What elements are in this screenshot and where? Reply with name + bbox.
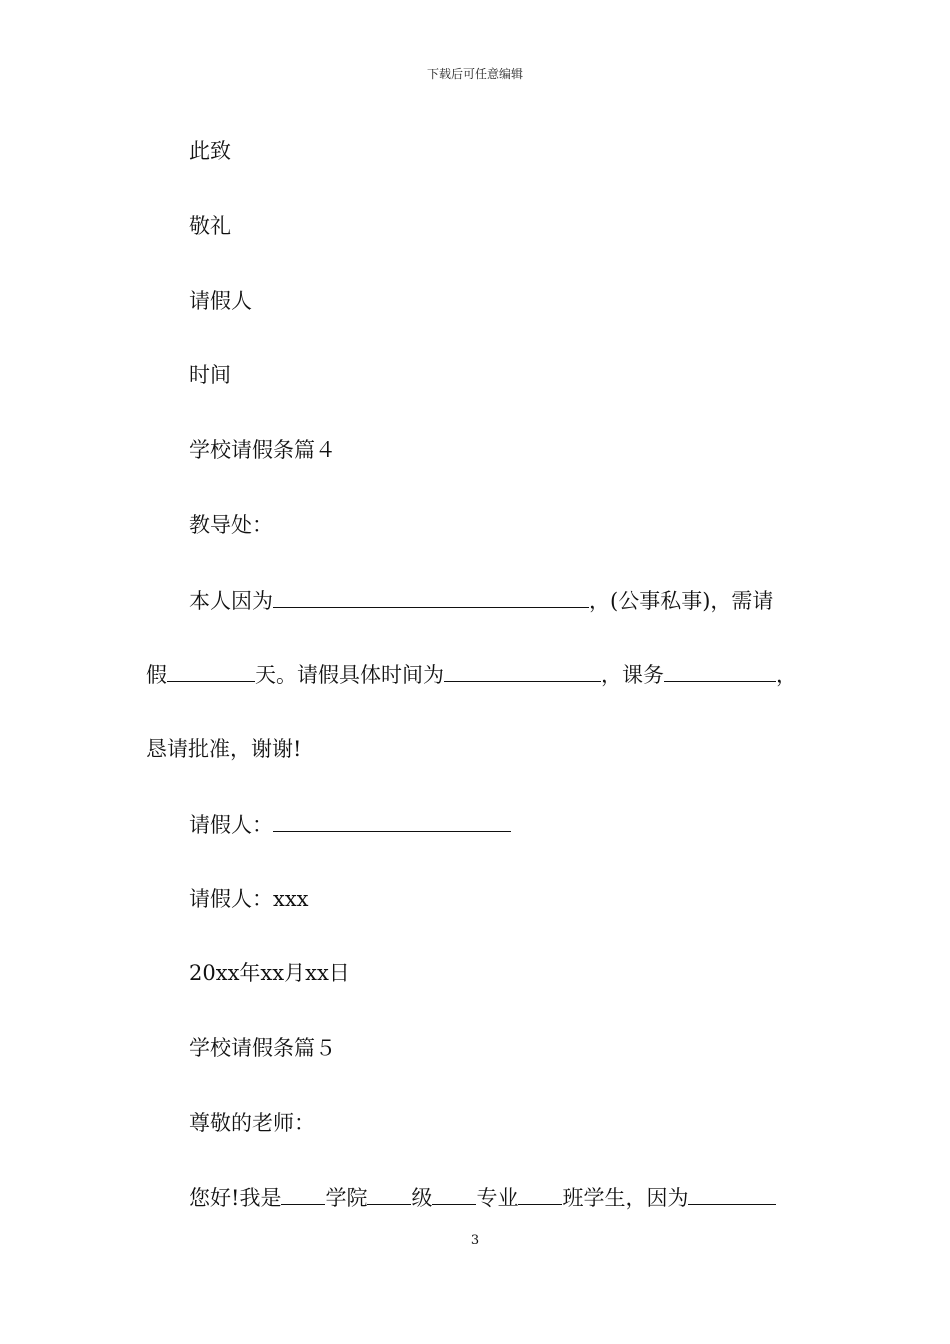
days-blank	[167, 659, 255, 682]
applicant-name-line: 请假人：xxx	[189, 887, 309, 911]
class-blank	[518, 1182, 562, 1205]
course-text: ，课务	[601, 663, 664, 687]
section-heading-4: 学校请假条篇４	[189, 438, 336, 462]
applicant-signature-blank	[273, 809, 511, 832]
applicant-label: 请假人	[189, 289, 252, 313]
student-info-line	[189, 1182, 776, 1213]
reason-suffix: ，(公事私事)，需请	[589, 589, 774, 613]
leave-time-text: 天。请假具体时间为	[255, 663, 444, 687]
time-label: 时间	[189, 363, 231, 387]
major-text: 专业	[476, 1186, 519, 1210]
leave-duration-line	[146, 659, 797, 690]
leave-prefix: 假	[146, 663, 167, 687]
section-heading-5: 学校请假条篇５	[189, 1036, 336, 1060]
time-blank	[444, 659, 601, 682]
major-blank	[432, 1182, 476, 1205]
grade-text: 级	[411, 1186, 433, 1210]
leave-line-end: ，	[776, 663, 797, 687]
college-blank	[281, 1182, 325, 1205]
salutation-line: 敬礼	[189, 214, 231, 238]
applicant-signature-line	[189, 809, 511, 840]
applicant-signature-label: 请假人：	[189, 813, 273, 837]
class-text: 班学生，因为	[562, 1186, 689, 1210]
grade-blank	[367, 1182, 411, 1205]
reason-blank-2	[688, 1182, 776, 1205]
date-line: 20xx年xx月xx日	[189, 961, 350, 985]
greeting-line: 尊敬的老师：	[189, 1111, 315, 1135]
intro-text: 您好!我是	[189, 1186, 282, 1210]
reason-blank	[273, 585, 589, 608]
course-blank	[664, 659, 776, 682]
page-header: 下载后可任意编辑	[426, 67, 523, 81]
closing-line: 此致	[189, 139, 231, 163]
college-text: 学院	[325, 1186, 368, 1210]
reason-line	[189, 585, 773, 616]
reason-prefix: 本人因为	[189, 589, 273, 613]
page-number: 3	[470, 1233, 480, 1248]
addressee-line: 教导处：	[189, 513, 273, 537]
request-approval-line: 恳请批准，谢谢!	[146, 737, 302, 761]
